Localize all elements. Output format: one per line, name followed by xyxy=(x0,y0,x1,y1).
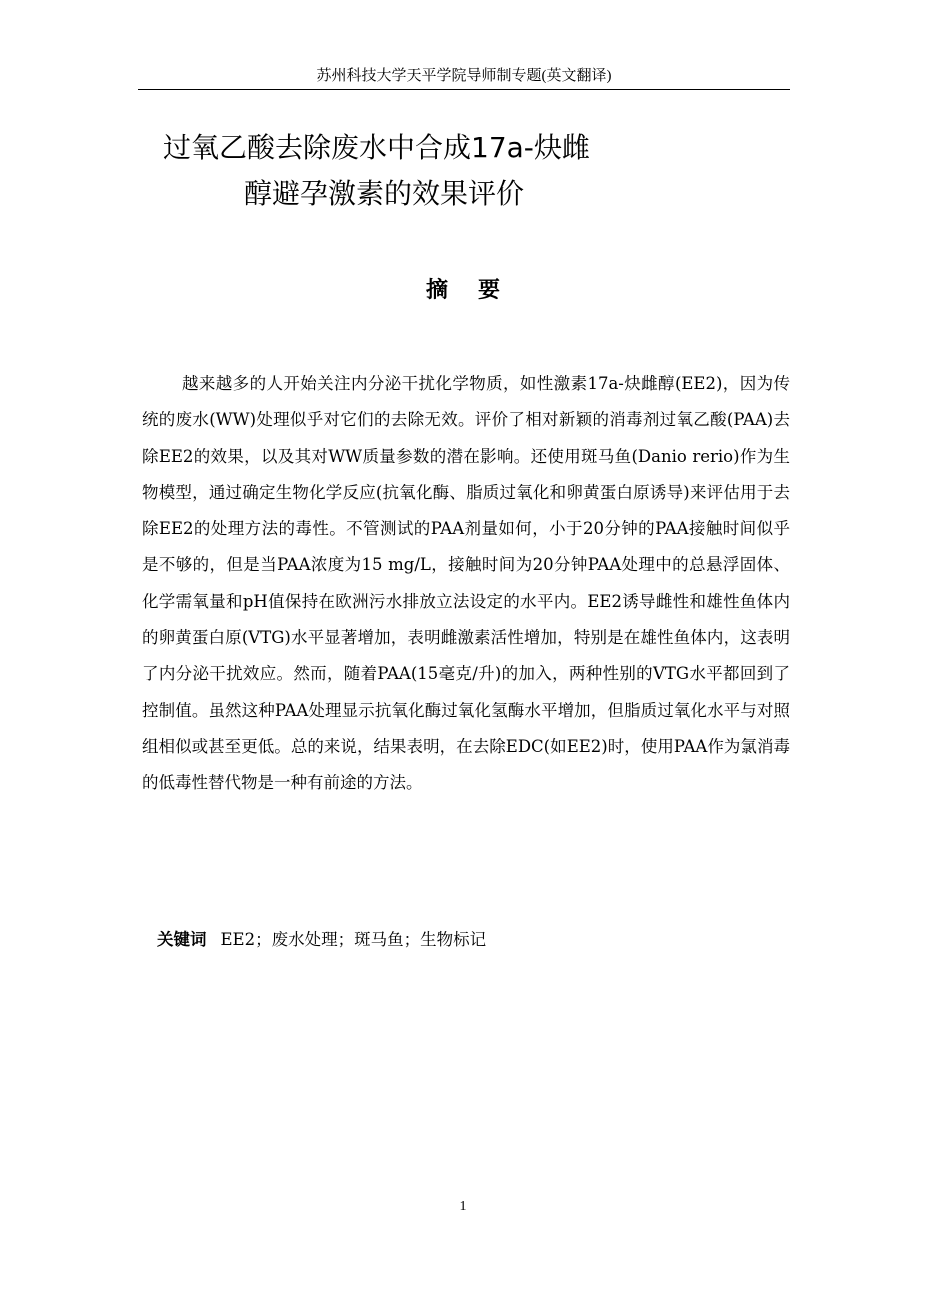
document-title-line-1: 过氧乙酸去除废水中合成17a-炔雌 xyxy=(163,131,590,164)
keywords-line xyxy=(157,925,486,955)
page-number: 1 xyxy=(459,1199,467,1214)
running-header: 苏州科技大学天平学院导师制专题(英文翻译) xyxy=(316,68,612,84)
header-divider xyxy=(138,89,790,90)
document-title-line-2: 醇避孕激素的效果评价 xyxy=(244,177,525,210)
keywords-text: EE2；废水处理；斑马鱼；生物标记 xyxy=(220,930,487,949)
abstract-body: 越来越多的人开始关注内分泌干扰化学物质，如性激素17a-炔雌醇(EE2)，因为传统的废水(WW)处理似乎对它们的去除无效。评价了相对新颖的消毒剂过氧乙酸(PAA)去除EE2的效果，以及其对WW质量参数的潜在影响。还使用斑马鱼(Danio rerio)作为生物模型，通过确定生物化学反应(抗氧化酶、脂质过氧化和卵黄蛋白原诱导)来评估用于去除EE2的处理方法的毒性。不管测试的PAA剂量如何，小于20分钟的PAA接触时间似乎是不够的，但是当PAA浓度为15 mg/L，接触时间为20分钟PAA处理中的总悬浮固体、化学需氧量和pH值保持在欧洲污水排放立法设定的水平内。EE2诱导雌性和雄性鱼体内的卵黄蛋白原(VTG)水平显著增加，表明雌激素活性增加，特别是在雄性鱼体内，这表明了内分泌干扰效应。然而，随着PAA(15毫克/升)的加入，两种性别的VTG水平都回到了控制值。虽然这种PAA处理显示抗氧化酶过氧化氢酶水平增加，但脂质过氧化水平与对照组相似或甚至更低。总的来说，结果表明，在去除EDC(如EE2)时，使用PAA作为氯消毒的低毒性替代物是一种有前途的方法。 xyxy=(142,374,790,793)
keywords-label: 关键词 xyxy=(157,930,207,949)
abstract-heading: 摘要 xyxy=(425,278,530,303)
